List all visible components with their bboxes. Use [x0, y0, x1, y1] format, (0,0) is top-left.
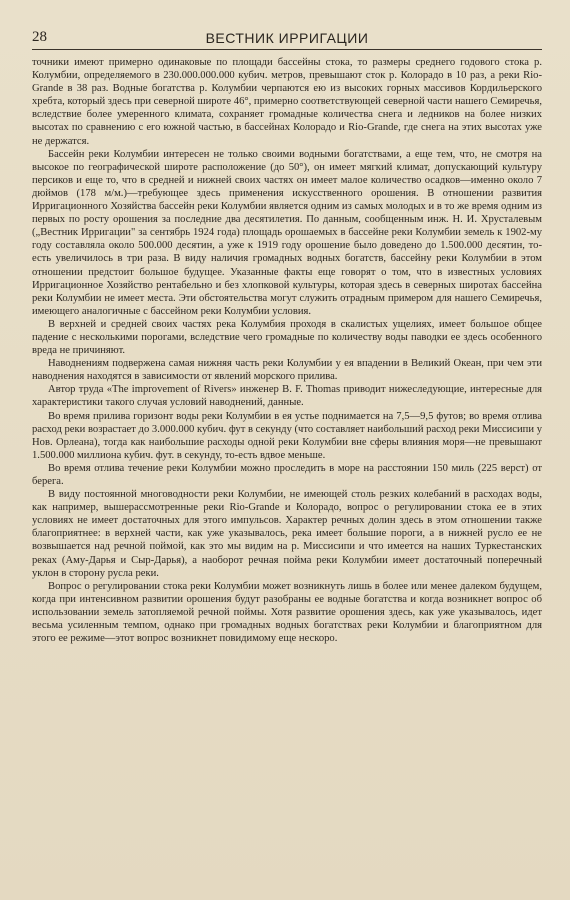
- journal-title: ВЕСТНИК ИРРИГАЦИИ: [205, 30, 369, 46]
- paragraph: В верхней и средней своих частях река Колумбия проходя в скалистых ущелиях, имеет большое общее падение с несколькими порогами, вследствие чего громадные по количеству воды паводки ее здесь особенного вреда не причиняют.: [32, 318, 542, 357]
- article-body: [32, 56, 542, 645]
- paragraph: Во время прилива горизонт воды реки Колумбии в ея устье поднимается на 7,5—9,5 футов; во время отлива расход реки возрастает до 3.000.000 кубич. фут в секунду (что составляет наибольший расход реки Миссисипи у Нов. Орлеана), тогда как наибольшие расходы одной реки Колумбии вне сферы влияния моря—не превышают 1.500.000 миллиона кубич. фут. в секунду, то-есть вдвое меньше.: [32, 410, 542, 461]
- paragraph: Вопрос о регулировании стока реки Колумбии может возникнуть лишь в более или менее далеком будущем, когда при интенсивном развитии орошения будут разобраны ее водные богатства и когда возникнет вопрос об использовании земель затопляемой речной поймы. Хотя развитие орошения здесь, как уже указывалось, идет весьма усиленным темпом, однако при громадных водных богатствах реки Колумбии и благоприятном для этого ее режиме—этот вопрос возникнет повидимому еще нескоро.: [32, 580, 542, 645]
- paragraph: точники имеют примерно одинаковые по площади бассейны стока, то размеры среднего годового стока р. Колумбии, определяемого в 230.000.000.000 кубич. метров, превышают сток р. Колорадо в 10 раз, а реки Rio-Grande в 38 раз. Водные богатства р. Колумбии черпаются ею из высоких горных массивов Кордильерского хребта, который здесь при северной широте 46°, примерно соответствующей северной части нашего Семиречья, вследствие более умеренного климата, сохраняет громадные количества снега и ледников на более низких высотах по сравнению с его южной частью, в бассейнах Колорадо и Rio-Grande, где снега на этих высотах уже не держатся.: [32, 57, 542, 147]
- paragraph: Во время отлива течение реки Колумбии можно проследить в море на расстоянии 150 миль (225 верст) от берега.: [32, 462, 542, 487]
- paragraph: Бассейн реки Колумбии интересен не только своими водными богатствами, а еще тем, что, не смотря на высокое по географической широте расположение (до 50°), он имеет мягкий климат, допускающий культуру персиков и еще то, что в средней и нижней своих частях он имеет малое количество осадков—именно около 7 дюймов (178 м/м.)—требующее здесь применения искусственного орошения. В отношении развития Ирригационного Хозяйства бассейн реки Колумбии является одним из самых молодых и в то же время одним из первых по росту орошения за последние два десятилетия. По данным, сообщенным инж. Н. И. Хрусталевым („Вестник Ирригации" за сентябрь 1924 года) площадь орошаемых в бассейне реки Колумбии земель к 1902-му году составляла около 500.000 десятин, а уже к 1919 году орошение было доведено до 1.500.000 десятин, то-есть увеличилось в три раза. В виду наличия громадных водных богатств, бассейну реки Колумбии в этом отношении предстоит большое будущее. Указанные факты еще говорят о том, что в известных условиях Ирригационное Хозяйство рентабельно и без хлопковой культуры, которая здесь в северных широтах бассейна реки Колумбии не имеет места. Эти обстоятельства могут служить отрадным примером для нашего Семиречья, имеющего аналогичные с бассейном реки Колумбии условия.: [32, 148, 542, 317]
- paragraph: Наводнениям подвержена самая нижняя часть реки Колумбии у ея впадении в Великий Океан, при чем эти наводнения находятся в зависимости от явлений морского прилива.: [32, 358, 542, 383]
- page-header: [32, 24, 542, 50]
- paragraph: В виду постоянной многоводности реки Колумбии, не имеющей столь резких колебаний в расходах воды, как например, вышерассмотренные реки Rio-Grande и Колорадо, вопрос о регулировании стока ее в этих условиях не имеет достаточных для этого импульсов. Характер речных долин здесь в этом отношении также благоприятнее: в верхней части, как уже указывалось, река имеет большие пороги, а в нижней русло ее не возвышается над речной поймой, как это мы видим на р. Миссисипи и что имеется на наших Туркестанских реках (Аму-Дарья и Сыр-Дарья), а наоборот речная пойма реки Колумбии имеет достаточный поперечный уклон в сторону русла реки.: [32, 489, 542, 579]
- page-number: 28: [32, 29, 47, 45]
- paragraph: Автор труда «The improvement of Rivers» инженер В. F. Thomas приводит нижеследующие, интересные для характеристики такого случая условий наводнений, данные.: [32, 384, 542, 409]
